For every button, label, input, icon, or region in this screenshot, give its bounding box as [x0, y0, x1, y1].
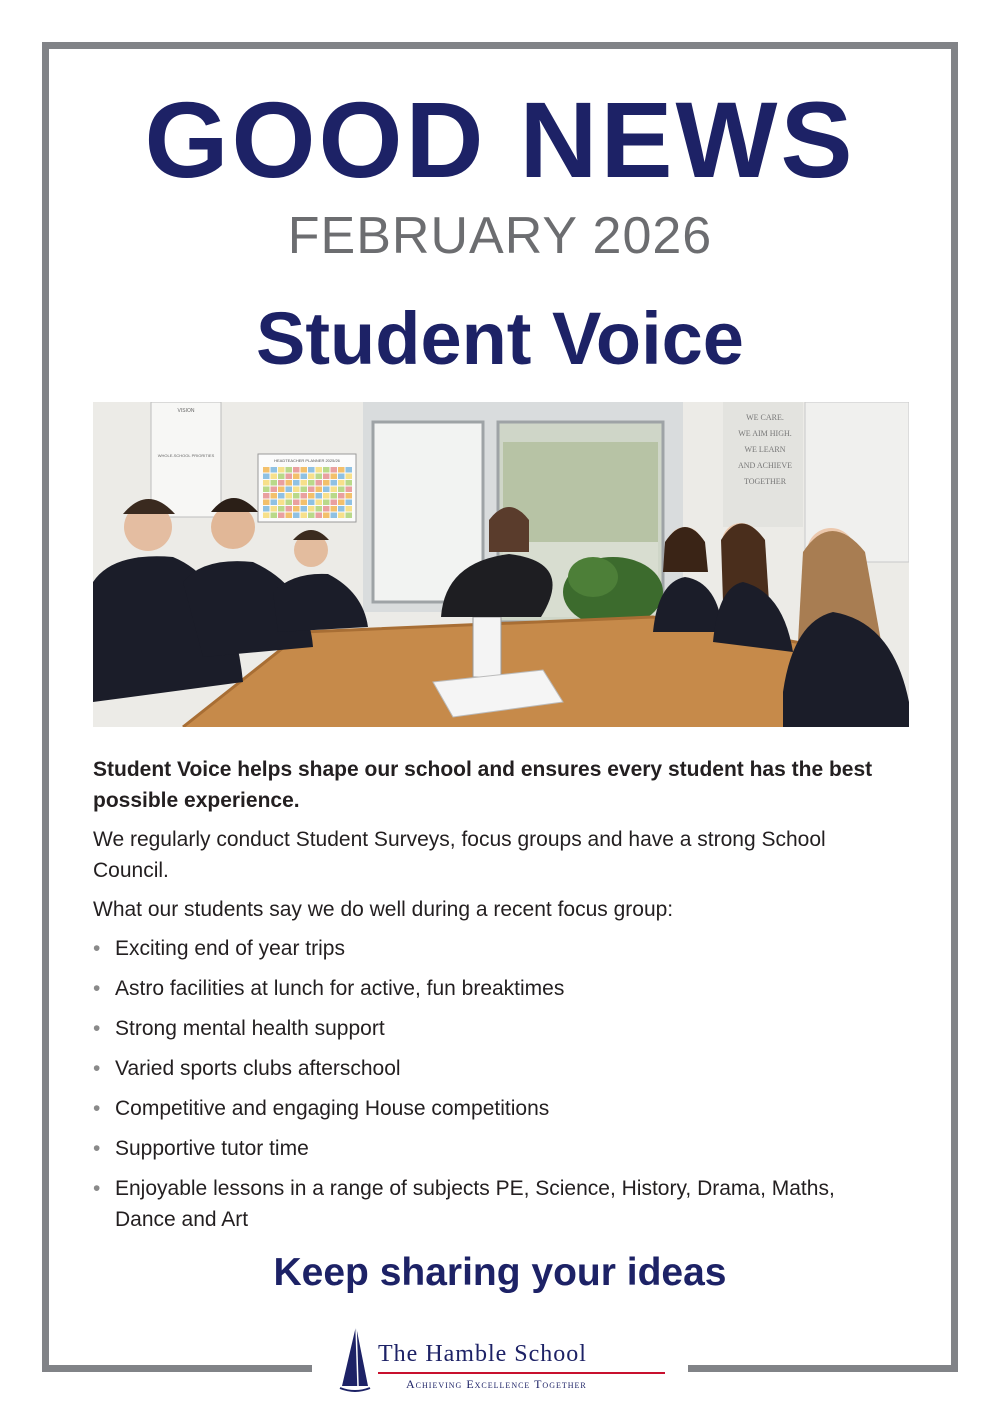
list-item: [93, 973, 893, 1004]
planner-cell: [278, 506, 285, 512]
planner-cell: [301, 513, 308, 519]
planner-cell: [331, 500, 338, 506]
planner-cell: [346, 474, 353, 480]
planner-cell: [286, 474, 293, 480]
quote-line-5: TOGETHER: [743, 477, 787, 486]
planner-cell: [286, 500, 293, 506]
planner-cell: [316, 487, 323, 493]
list-item-text: Strong mental health support: [115, 1017, 385, 1040]
planner-cell: [316, 506, 323, 512]
planner-cell: [331, 487, 338, 493]
planner-cell: [301, 506, 308, 512]
planner-cell: [316, 513, 323, 519]
list-item-text: Exciting end of year trips: [115, 937, 345, 960]
planner-cell: [286, 506, 293, 512]
page-title: GOOD NEWS: [144, 79, 856, 200]
planner-cell: [323, 513, 330, 519]
planner-cell: [286, 480, 293, 486]
planner-cell: [271, 487, 278, 493]
list-item: [93, 1133, 893, 1164]
planner-cell: [316, 480, 323, 486]
planner-cell: [338, 467, 345, 473]
planner-cell: [308, 474, 315, 480]
planner-cell: [293, 513, 300, 519]
planner-cell: [271, 480, 278, 486]
planner-cell: [331, 474, 338, 480]
planner-cell: [331, 493, 338, 499]
planner-cell: [278, 480, 285, 486]
planner-cell: [271, 506, 278, 512]
planner-cell: [278, 467, 285, 473]
list-item-text: Astro facilities at lunch for active, fun breaktimes: [115, 977, 565, 1000]
list-item: [93, 1013, 893, 1044]
planner-cell: [338, 506, 345, 512]
list-item-text: Supportive tutor time: [115, 1137, 309, 1160]
planner-cell: [331, 513, 338, 519]
planner-cell: [338, 474, 345, 480]
bullet-icon: •: [93, 1017, 101, 1040]
poster-heading: VISION: [177, 408, 195, 414]
meeting-photo: [93, 402, 909, 727]
planner-cell: [271, 467, 278, 473]
list-item: [93, 933, 893, 964]
list-item-text: Competitive and engaging House competitions: [115, 1097, 550, 1120]
quote-line-2: WE AIM HIGH.: [738, 429, 792, 438]
meeting-photo-illustration: [93, 402, 909, 727]
planner-cell: [263, 493, 270, 499]
planner-cell: [271, 474, 278, 480]
planner-cell: [308, 467, 315, 473]
quote-line-1: WE CARE.: [746, 413, 784, 422]
planner-cell: [293, 493, 300, 499]
planner-cell: [263, 474, 270, 480]
planner-cell: [308, 480, 315, 486]
issue-date: FEBRUARY 2026: [287, 207, 713, 265]
bullet-icon: •: [93, 1177, 101, 1200]
school-logo: [338, 1324, 670, 1394]
planner-cell: [263, 513, 270, 519]
planner-cell: [323, 474, 330, 480]
planner-cell: [286, 493, 293, 499]
planner-cell: [293, 487, 300, 493]
planner-cell: [346, 493, 353, 499]
planner-title: HEADTEACHER PLANNER 2025/26: [274, 458, 340, 463]
planner-cell: [308, 493, 315, 499]
school-name: The Hamble School: [378, 1341, 587, 1367]
list-item: [93, 1173, 893, 1235]
planner-cell: [338, 500, 345, 506]
planner-cell: [323, 487, 330, 493]
planner-cell: [301, 493, 308, 499]
planner-cell: [286, 467, 293, 473]
poster-subheading: WHOLE-SCHOOL PRIORITIES: [157, 453, 215, 458]
sail-icon: [338, 1324, 372, 1394]
logo-divider: [378, 1372, 665, 1374]
planner-cell: [293, 467, 300, 473]
planner-cell: [301, 467, 308, 473]
planner-cell: [316, 500, 323, 506]
planner-cell: [323, 500, 330, 506]
planner-cell: [338, 493, 345, 499]
feedback-list: [93, 933, 893, 1235]
planner-cell: [323, 480, 330, 486]
planner-cell: [263, 480, 270, 486]
planner-cell: [293, 474, 300, 480]
planner-cell: [346, 467, 353, 473]
planner-cell: [301, 474, 308, 480]
planner-cell: [278, 513, 285, 519]
planner-cell: [278, 474, 285, 480]
bullet-icon: •: [93, 1097, 101, 1120]
bullet-icon: •: [93, 977, 101, 1000]
planner-cell: [271, 513, 278, 519]
lead-paragraph: Student Voice helps shape our school and ensures every student has the best possible experience.: [93, 758, 873, 812]
planner-cell: [263, 487, 270, 493]
list-item-text: Enjoyable lessons in a range of subjects PE, Science, History, Drama, Maths, Dance and Art: [115, 1177, 835, 1231]
planner-cell: [271, 500, 278, 506]
bullet-icon: •: [93, 937, 101, 960]
planner-cell: [331, 506, 338, 512]
planner-cell: [346, 487, 353, 493]
planner-cell: [301, 500, 308, 506]
planner-cell: [301, 487, 308, 493]
planner-cell: [308, 500, 315, 506]
planner-cell: [316, 493, 323, 499]
list-item-text: Varied sports clubs afterschool: [115, 1057, 401, 1080]
planner-cell: [308, 513, 315, 519]
planner-cell: [308, 506, 315, 512]
planner-cell: [286, 513, 293, 519]
planner-cell: [271, 493, 278, 499]
planner-cell: [338, 487, 345, 493]
planner-cell: [331, 467, 338, 473]
list-heading: What our students say we do well during a recent focus group:: [93, 898, 674, 921]
planner-cell: [346, 513, 353, 519]
planner-cell: [278, 500, 285, 506]
bullet-icon: •: [93, 1057, 101, 1080]
planner-cell: [316, 474, 323, 480]
planner-cell: [263, 500, 270, 506]
planner-cell: [346, 500, 353, 506]
bullet-icon: •: [93, 1137, 101, 1160]
planner-cell: [293, 506, 300, 512]
planner-cell: [338, 480, 345, 486]
section-title: Student Voice: [256, 297, 744, 380]
planner-cell: [263, 506, 270, 512]
list-item: [93, 1053, 893, 1084]
planner-cell: [338, 513, 345, 519]
planner-cell: [263, 467, 270, 473]
planner-cell: [346, 506, 353, 512]
quote-line-3: WE LEARN: [744, 445, 786, 454]
planner-cell: [286, 487, 293, 493]
planner-cell: [293, 500, 300, 506]
planner-cell: [308, 487, 315, 493]
planner-cell: [346, 480, 353, 486]
planner-cell: [323, 506, 330, 512]
planner-cell: [316, 467, 323, 473]
planner-cell: [278, 493, 285, 499]
planner-cell: [323, 493, 330, 499]
list-item: [93, 1093, 893, 1124]
planner-cell: [278, 487, 285, 493]
planner-cell: [331, 480, 338, 486]
quote-line-4: AND ACHIEVE: [738, 461, 792, 470]
planner-cell: [301, 480, 308, 486]
planner-cell: [323, 467, 330, 473]
intro-paragraph: We regularly conduct Student Surveys, focus groups and have a strong School Council.: [93, 828, 826, 882]
closing-message: Keep sharing your ideas: [273, 1251, 727, 1294]
article-body: [93, 754, 893, 1244]
school-tagline: Achieving Excellence Together: [406, 1377, 587, 1391]
planner-cell: [293, 480, 300, 486]
